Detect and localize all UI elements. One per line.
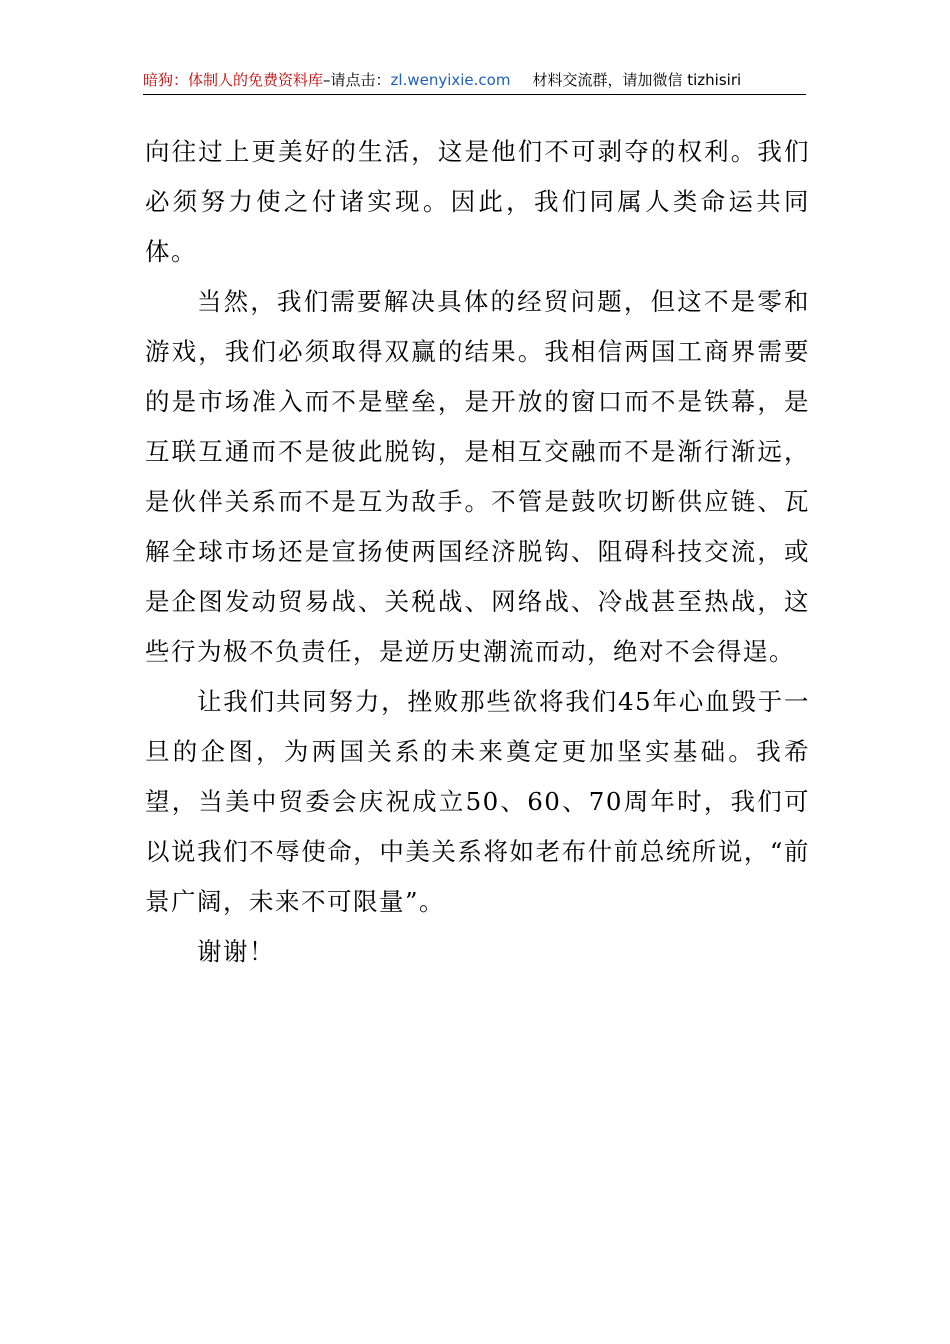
header-prompt: –请点击： [323, 71, 391, 89]
paragraph-2: 当然，我们需要解决具体的经贸问题，但这不是零和游戏，我们必须取得双赢的结果。我相信两国工商界需要的是市场准入而不是壁垒，是开放的窗口而不是铁幕，是互联互通而不是彼此脱钩，是相互交融而不是渐行渐远，是伙伴关系而不是互为敌手。不管是鼓吹切断供应链、瓦解全球市场还是宣扬使两国经济脱钩、阻碍科技交流，或是企图发动贸易战、关税战、网络战、冷战甚至热战，这些行为极不负责任，是逆历史潮流而动，绝对不会得逞。 [145, 287, 810, 666]
page-header [143, 66, 806, 95]
paragraph-closing: 谢谢！ [197, 937, 275, 966]
header-link[interactable]: zl.wenyixie.com [390, 71, 511, 89]
header-group-note: 材料交流群，请加微信 tizhisiri [532, 71, 742, 89]
document-body [145, 127, 810, 977]
paragraph-3: 让我们共同努力，挫败那些欲将我们45年心血毁于一旦的企图，为两国关系的未来奠定更加坚实基础。我希望，当美中贸委会庆祝成立50、60、70周年时，我们可以说我们不辱使命，中美关系将如老布什前总统所说，“前景广阔，未来不可限量”。 [145, 687, 810, 916]
header-brand: 暗狗：体制人的免费资料库 [143, 71, 324, 89]
paragraph-1: 向往过上更美好的生活，这是他们不可剥夺的权利。我们必须努力使之付诸实现。因此，我们同属人类命运共同体。 [145, 137, 810, 266]
